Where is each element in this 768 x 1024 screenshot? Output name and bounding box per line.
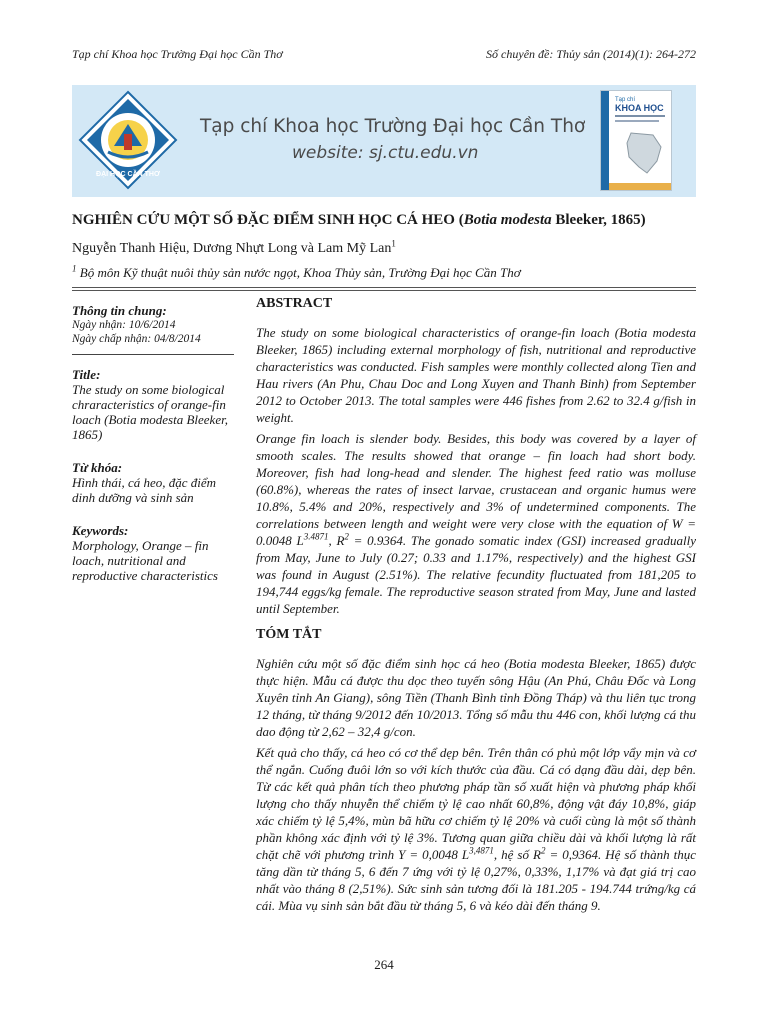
tomtat-text: Kết quả cho thấy, cá heo có cơ thể dẹp bên. Trên thân có phủ một lớp vẩy mịn và cơ thể ngắn. Cuống đuôi lớn so với kích thước của đầu. Cá có dạng đầu dài, dẹp bên. Từ các kết quả phân tích theo phương pháp tần số xuất hiện và phương pháp khối lượng cho thấy nhuyễn thể chiếm tỷ lệ cao nhất 60,8%, động vật đáy 10,8%, giáp xác chiếm tỷ lệ 5,4%, mùn bã hữu cơ chiếm tỷ lệ 20% và cuối cùng là một số thành phần không xác định với tỷ lệ 3%. Tương quan giữa chiều dài và khối lượng là rất chặt chẽ với phương trình Y = 0,0048 L bbox=[256, 745, 696, 862]
title-heading: Title: bbox=[72, 367, 101, 382]
article-authors bbox=[72, 238, 396, 257]
tomtat-text: = 0,9364. Hệ số thành thục tăng dần từ tháng 5, 6 đến 7 ứng với tỷ lệ 0,27%, 0,33%, 1,17% và đạt giá trị cao nhất vào tháng 8 (2,51%). Sức sinh sản tương đối là 181.205 - 194.744 trứng/kg cá cái. Mùa vụ sinh sản bắt đầu từ tháng 5, 6 và kéo dài đến tháng 9. bbox=[256, 847, 696, 913]
accepted-date: Ngày chấp nhận: 04/8/2014 bbox=[72, 333, 201, 345]
affiliation-text: Bộ môn Kỹ thuật nuôi thủy sản nước ngọt, Khoa Thủy sản, Trường Đại học Cần Thơ bbox=[76, 265, 521, 280]
title-species: Botia modesta bbox=[463, 212, 552, 228]
divider bbox=[72, 287, 696, 288]
tomtat-paragraph bbox=[256, 744, 696, 914]
info-heading: Thông tin chung: bbox=[72, 303, 167, 318]
cover-kicker: Tạp chí bbox=[615, 97, 636, 103]
info-block bbox=[72, 303, 234, 346]
article-sidebar bbox=[72, 303, 234, 601]
abstract-paragraph bbox=[256, 430, 696, 617]
abstract-heading: ABSTRACT bbox=[256, 296, 333, 311]
cover-subtitle-line bbox=[615, 115, 665, 117]
keywords-en-heading: Keywords: bbox=[72, 523, 129, 538]
abstract-sup: 2 bbox=[344, 531, 349, 542]
cover-title: KHOA HỌC bbox=[615, 103, 664, 113]
divider bbox=[72, 290, 696, 291]
tomtat-sup: 2 bbox=[540, 845, 546, 856]
tomtat-heading: TÓM TẮT bbox=[256, 627, 322, 642]
tomtat-text: , hệ số R bbox=[493, 847, 541, 862]
header-journal: Tạp chí Khoa học Trường Đại học Cần Thơ bbox=[72, 47, 283, 61]
cover-stripe bbox=[601, 91, 609, 190]
article-affiliation bbox=[72, 265, 521, 281]
english-title: The study on some biological chraracteristics of orange-fin loach (Botia modesta Bleeker, 1865) bbox=[72, 382, 228, 442]
logo-text: ĐẠI HỌC CẦN THƠ bbox=[96, 171, 160, 178]
banner-website[interactable]: website: sj.ctu.edu.vn bbox=[292, 143, 479, 163]
tomtat-paragraph: Nghiên cứu một số đặc điểm sinh học cá heo (Botia modesta Bleeker, 1865) được thực hiện. Mẫu cá được thu dọc theo tuyến sông Hậu (An Phú, Châu Đốc và Long Xuyên tỉnh An Giang), sông Tiền (Thanh Bình tỉnh Đồng Tháp) và thu liên tục trong 12 tháng, từ tháng 9/2012 đến 10/2013. Tổng số mẫu thu 446 con, khối lượng cá thu dao động từ 2,62 – 32,4 g/con. bbox=[256, 656, 696, 739]
authors-text: Nguyễn Thanh Hiệu, Dương Nhựt Long và Lam Mỹ Lan bbox=[72, 241, 392, 256]
page-number: 264 bbox=[374, 957, 394, 972]
abstract-text: , R bbox=[328, 533, 345, 548]
sidebar-divider bbox=[72, 354, 234, 355]
header-issue: Số chuyên đề: Thủy sản (2014)(1): 264-272 bbox=[486, 47, 696, 61]
cover-subtitle-line bbox=[615, 120, 659, 122]
abstract-text: = 0.9364. The gonado somatic index (GSI) increased gradually from May, June to July (0.27; 0.33 and 1.17%, respectively) and the highest GSI was found in August (2.51%). The relative fecundity fluctuated from 181,205 to 194,744 eggs/kg female. The reproductive season strated from May, June and lasted until September. bbox=[256, 533, 696, 616]
abstract-column bbox=[256, 292, 696, 918]
authors-sup: 1 bbox=[391, 238, 396, 249]
keywords-en-block bbox=[72, 523, 234, 583]
banner-title: Tạp chí Khoa học Trường Đại học Cần Thơ bbox=[200, 116, 586, 137]
article-title bbox=[72, 212, 696, 229]
journal-banner bbox=[72, 85, 696, 197]
university-logo-icon bbox=[78, 90, 178, 190]
keywords-vi-block bbox=[72, 460, 234, 505]
abstract-paragraph: The study on some biological characteristics of orange-fin loach (Botia modesta Bleeker, 1865) including external morphology of fish, nutritional and reproductive characteristics was conducted. Fish samples were monthly collected along Tien and Hau rivers (An Phu, Chau Doc and Long Xuyen and Thanh Binh) from September 2012 to October 2013. The total samples were 446 fishes from 2.62 to 32.4 g/fish in weight. bbox=[256, 325, 696, 425]
journal-cover-thumbnail bbox=[600, 90, 672, 191]
abstract-text: Orange fin loach is slender body. Besides, this body was covered by a layer of smooth scales. The results showed that orange – fin loach had short body. Moreover, fish had long-head and slender. The highest feed ratio was molluse (60.8%), whereas the rates of insect larvae, crustacean and organic humus were 10.8%, 5.4% and 20%, respectively and 3% of undetermined components. The correlations between length and weight were very close with the equation of W = 0.0048 L bbox=[256, 431, 696, 548]
title-prefix: NGHIÊN CỨU MỘT SỐ ĐẶC ĐIỂM SINH HỌC CÁ HEO ( bbox=[72, 212, 464, 228]
affiliation-sup: 1 bbox=[72, 263, 77, 274]
title-suffix: Bleeker, 1865) bbox=[551, 212, 646, 228]
map-icon bbox=[623, 131, 665, 175]
received-date: Ngày nhận: 10/6/2014 bbox=[72, 319, 176, 331]
tomtat-sup: 3,4871 bbox=[469, 845, 494, 856]
keywords-vi: Hình thái, cá heo, đặc điểm dinh dưỡng và sinh sản bbox=[72, 475, 217, 505]
title-block bbox=[72, 367, 234, 442]
cover-footer-bar bbox=[609, 183, 671, 190]
keywords-vi-heading: Từ khóa: bbox=[72, 460, 123, 475]
abstract-sup: 3.4871 bbox=[303, 531, 329, 542]
keywords-en: Morphology, Orange – fin loach, nutritional and reproductive characteristics bbox=[72, 538, 218, 583]
